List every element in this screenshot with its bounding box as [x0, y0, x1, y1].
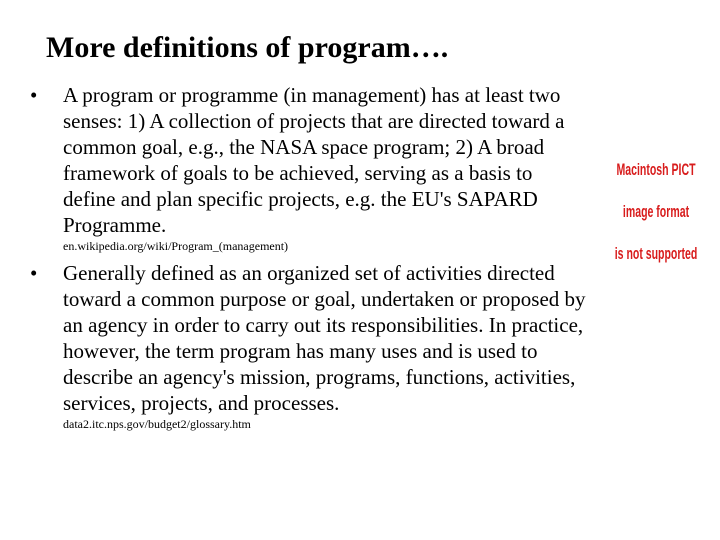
- bullet-item-1: [30, 82, 590, 253]
- source-citation: data2.itc.nps.gov/budget2/glossary.htm: [63, 417, 251, 431]
- placeholder-line: is not supported: [614, 244, 698, 263]
- placeholder-line: image format: [622, 202, 690, 221]
- bullet-item-2: [30, 260, 590, 431]
- placeholder-line: Macintosh PICT: [616, 160, 696, 179]
- bullet-text: Generally defined as an organized set of activities directed toward a common purpose or goal, undertaken or proposed by an agency in order to carry out its responsibilities. In practice, however, the term program has many uses and is used to describe an agency's mission, programs, functions, activities, services, projects, and processes.: [63, 261, 586, 415]
- source-citation: en.wikipedia.org/wiki/Program_(management): [63, 239, 289, 253]
- slide-title: More definitions of program….: [46, 31, 449, 64]
- bullet-marker: •: [30, 261, 38, 285]
- bullet-marker: •: [30, 83, 38, 107]
- bullet-text: A program or programme (in management) has at least two senses: 1) A collection of projects that are directed toward a common goal, e.g., the NASA space program; 2) A broad framework of goals to be achieved, serving as a basis to define and plan specific projects, e.g. the EU's SAPARD Programme.: [63, 83, 565, 237]
- unsupported-image-placeholder: [614, 160, 698, 264]
